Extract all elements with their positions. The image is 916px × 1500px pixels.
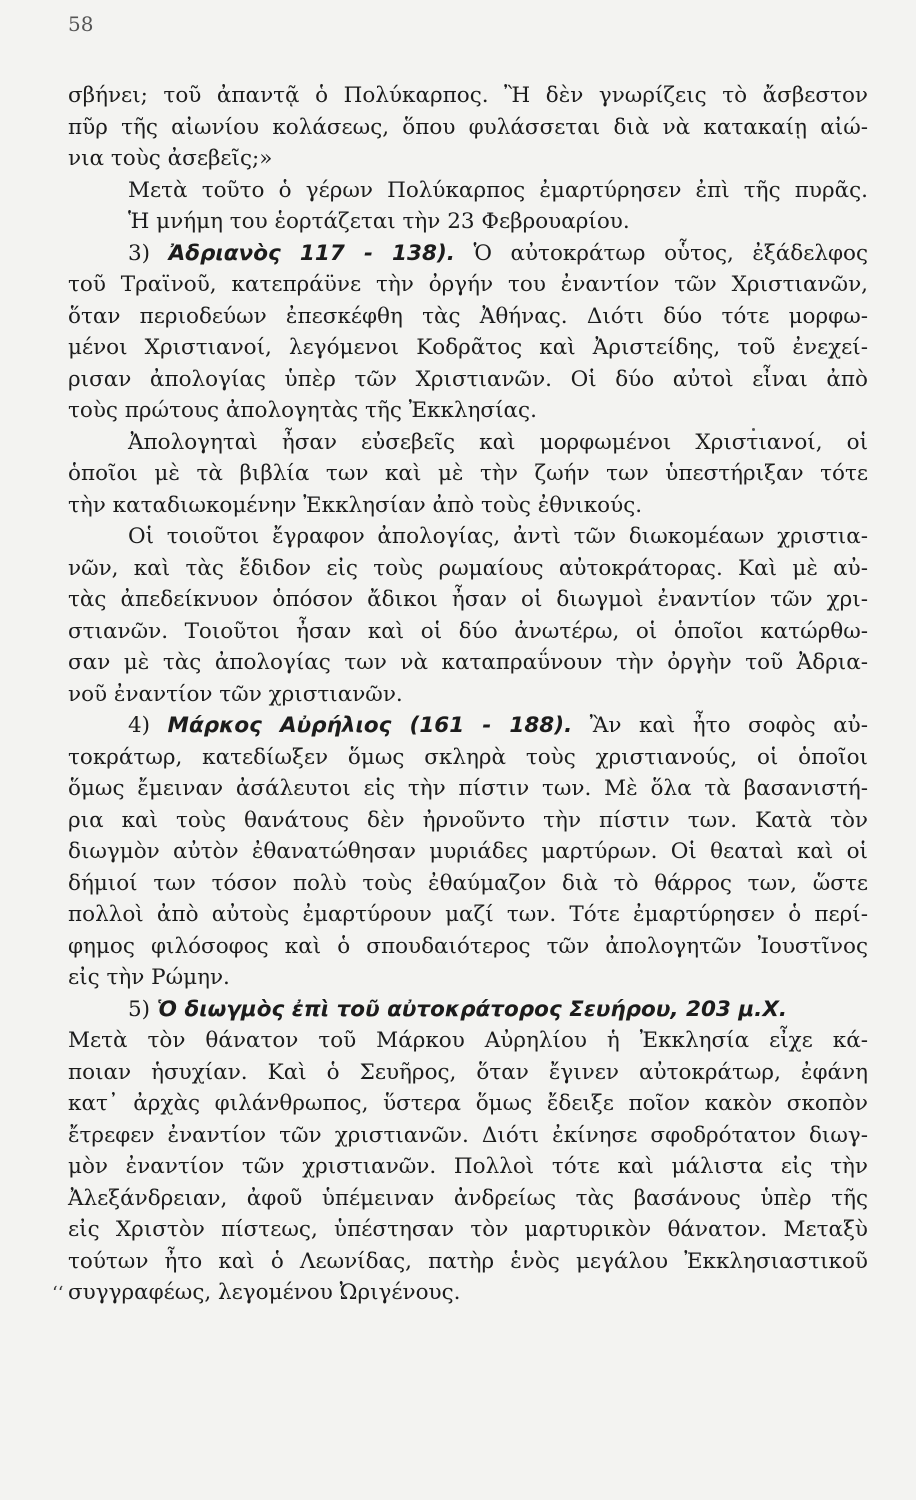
line-text: σαν μὲ τὰς ἀπολογίας των νὰ καταπραΰνουν τὴν ὀργὴν τοῦ Ἀδρια- [68,650,868,675]
text-line [68,1057,868,1089]
section-heading-line [68,238,868,270]
text-line [68,427,868,459]
line-text: πολλοὶ ἀπὸ αὐτοὺς ἐμαρτύρουν μαζί των. Τότε ἐμαρτύρησεν ὁ περί- [68,902,868,927]
text-line [68,742,868,774]
line-text: τὴν καταδιωκομένην Ἐκκλησίαν ἀπὸ τοὺς ἐθνικούς. [68,492,643,518]
line-text: Μετὰ τὸν θάνατον τοῦ Μάρκου Αὐρηλίου ἡ Ἐκκλησία εἶχε κά- [68,1028,868,1053]
line-text: ὁποῖοι μὲ τὰ βιβλία των καὶ μὲ τὴν ζωήν των ὑπεστήριξαν τότε [68,461,868,486]
section-number: 5) [128,996,157,1022]
text-line [68,899,868,931]
text-line [68,1151,868,1183]
line-text: νια τοὺς ἀσεβεῖς;» [68,146,273,171]
line-text: τοῦ Τραϊνοῦ, κατεπράϋνε τὴν ὀργήν του ἐναντίον τῶν Χριστιανῶν, [68,272,868,297]
page-number: 58 [68,12,94,36]
line-text: Ἀπολογηταὶ ἦσαν εὐσεβεῖς καὶ μορφωμένοι Χριστιανοί, οἱ [128,429,868,455]
section-title: Μάρκος Αὐρήλιος (161 - 188). [167,713,573,738]
line-text: ρισαν ἀπολογίας ὑπὲρ τῶν Χριστιανῶν. Οἱ δύο αὐτοὶ εἶναι ἀπὸ [68,366,868,392]
line-text: ρια καὶ τοὺς θανάτους δὲν ἠρνοῦντο τὴν πίστιν των. Κατὰ τὸν [68,807,868,833]
text-line [68,1246,868,1278]
text-line [68,490,868,522]
text-line [68,1214,868,1246]
text-line [68,301,868,333]
line-text: τὰς ἀπεδείκνυον ὁπόσον ἄδικοι ἦσαν οἱ διωγμοὶ ἐναντίον τῶν χρι- [68,587,868,612]
text-line [68,112,868,144]
text-line [68,458,868,490]
text-line [68,962,868,994]
text-line [68,1183,868,1215]
line-text: εἰς τὴν Ρώμην. [68,965,230,990]
line-text: νῶν, καὶ τὰς ἔδιδον εἰς τοὺς ρωμαίους αὐτοκράτορας. Καὶ μὲ αὐ- [68,555,868,581]
line-text: Ἀλεξάνδρειαν, ἀφοῦ ὑπέμειναν ἀνδρείως τὰς βασάνους ὑπὲρ τῆς [68,1185,868,1211]
text-line [68,1025,868,1057]
section-number: 3) [128,240,169,266]
body-text [68,80,868,1309]
line-text: συγγραφέως, λεγομένου Ὠριγένους. [68,1280,461,1305]
line-text: Μετὰ τοῦτο ὁ γέρων Πολύκαρπος ἐμαρτύρησεν ἐπὶ τῆς πυρᾶς. [128,177,868,203]
line-text: ἔτρεφεν ἐναντίον τῶν χριστιανῶν. Διότι ἐκίνησε σφοδρότατον διωγ- [68,1122,868,1148]
line-text: ὅμως ἔμειναν ἀσάλευτοι εἰς τὴν πίστιν των. Μὲ ὅλα τὰ βασανιστή- [68,776,868,801]
line-text: φημος φιλόσοφος καὶ ὁ σπουδαιότερος τῶν ἀπολογητῶν Ἰουστῖνος [68,933,868,959]
text-line [68,206,868,238]
text-line [68,836,868,868]
text-line [68,616,868,648]
line-text: μένοι Χριστιανοί, λεγόμενοι Κοδρᾶτος καὶ Ἀριστείδης, τοῦ ἐνεχεί- [68,335,868,360]
text-line [68,1088,868,1120]
margin-mark: ‘‘ [52,1283,64,1304]
line-text: Ἡ μνήμη του ἑορτάζεται τὴν 23 Φεβρουαρίου. [128,209,630,234]
text-line [68,931,868,963]
section-number: 4) [128,713,168,738]
text-line [68,80,868,112]
line-text: ὅταν περιοδεύων ἐπεσκέφθη τὰς Ἀθήνας. Διότι δύο τότε μορφω- [68,303,868,329]
line-text: δήμιοί των τόσον πολὺ τοὺς ἐθαύμαζον διὰ τὸ θάρρος των, ὥστε [68,870,868,896]
line-text: μὸν ἐναντίον τῶν χριστιανῶν. Πολλοὶ τότε καὶ μάλιστα εἰς τὴν [68,1154,868,1179]
section-heading-line [68,994,868,1026]
text-line [68,584,868,616]
text-line [68,175,868,207]
line-text: τούτων ἦτο καὶ ὁ Λεωνίδας, πατὴρ ἑνὸς μεγάλου Ἐκκλησιαστικοῦ [68,1248,868,1274]
section-heading-line [68,710,868,742]
text-line [68,143,868,175]
text-line [68,332,868,364]
line-text: ποιαν ἡσυχίαν. Καὶ ὁ Σευῆρος, ὅταν ἔγινεν αὐτοκράτωρ, ἐφάνη [68,1059,868,1085]
line-text: κατ᾿ ἀρχὰς φιλάνθρωπος, ὕστερα ὅμως ἔδειξε ποῖον κακὸν σκοπὸν [68,1091,868,1116]
text-line [68,553,868,585]
text-line [68,395,868,427]
text-line [68,868,868,900]
line-text: διωγμὸν αὐτὸν ἐθανατώθησαν μυριάδες μαρτύρων. Οἱ θεαταὶ καὶ οἱ [68,839,868,864]
text-line [68,269,868,301]
text-line [68,679,868,711]
line-text: Οἱ τοιοῦτοι ἔγραφον ἀπολογίας, ἀντὶ τῶν διωκομέαων χριστια- [128,524,868,549]
line-text: νοῦ ἐναντίον τῶν χριστιανῶν. [68,681,403,707]
line-text: Ἂν καὶ ἦτο σοφὸς αὐ- [572,713,868,738]
text-line [68,1277,868,1309]
line-text: πῦρ τῆς αἰωνίου κολάσεως, ὅπου φυλάσσεται διὰ νὰ κατακαίῃ αἰώ- [68,114,868,140]
line-text: τοὺς πρώτους ἀπολογητὰς τῆς Ἐκκλησίας. [68,398,537,423]
text-line [68,1120,868,1152]
line-text: στιανῶν. Τοιοῦτοι ἦσαν καὶ οἱ δύο ἀνωτέρω, οἱ ὁποῖοι κατώρθω- [68,618,868,644]
section-title: Ἀδριανὸς 117 - 138). [168,240,455,266]
text-line [68,521,868,553]
text-line [68,773,868,805]
text-line [68,647,868,679]
text-line [68,364,868,396]
text-line [68,805,868,837]
line-text: σβήνει; τοῦ ἀπαντᾷ ὁ Πολύκαρπος. Ἢ δὲν γνωρίζεις τὸ ἄσβεστον [68,83,868,108]
line-text: εἰς Χριστὸν πίστεως, ὑπέστησαν τὸν μαρτυρικὸν θάνατον. Μεταξὺ [68,1217,868,1242]
line-text: τοκράτωρ, κατεδίωξεν ὅμως σκληρὰ τοὺς χριστιανούς, οἱ ὁποῖοι [68,744,868,770]
line-text: Ὁ αὐτοκράτωρ οὗτος, ἐξάδελφος [454,240,868,266]
section-title: Ὁ διωγμὸς ἐπὶ τοῦ αὐτοκράτορος Σευήρου, 203 μ.Χ. [156,996,788,1022]
